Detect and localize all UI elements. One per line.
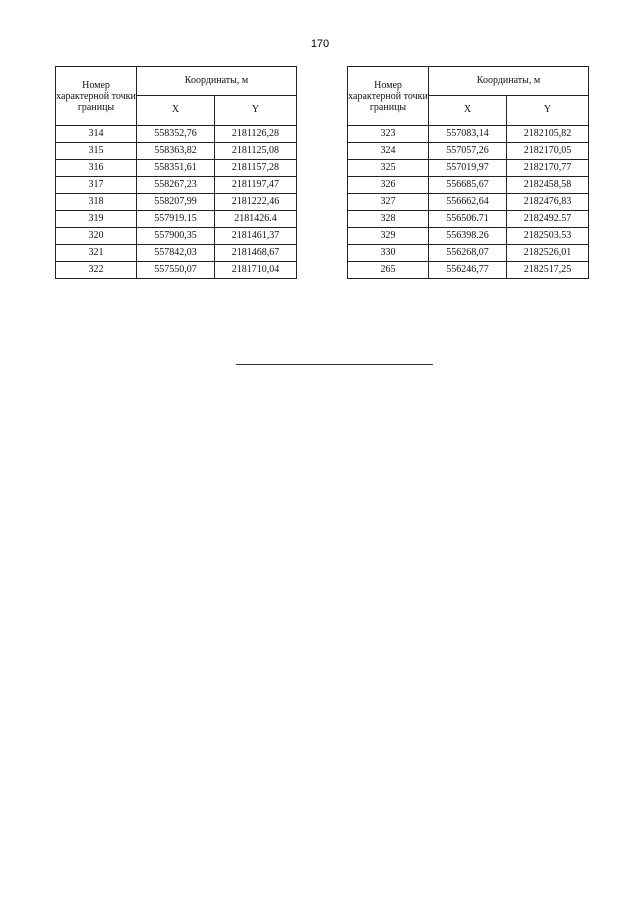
cell-point-number: 319 bbox=[56, 211, 137, 228]
cell-x: 557019,97 bbox=[429, 160, 507, 177]
cell-x: 557550,07 bbox=[137, 262, 215, 279]
cell-y: 2181126,28 bbox=[215, 126, 297, 143]
table-row bbox=[56, 160, 297, 177]
cell-y: 2182492.57 bbox=[507, 211, 589, 228]
cell-point-number: 318 bbox=[56, 194, 137, 211]
cell-x: 558351,61 bbox=[137, 160, 215, 177]
cell-x: 557057,26 bbox=[429, 143, 507, 160]
cell-y: 2182503.53 bbox=[507, 228, 589, 245]
cell-x: 558363,82 bbox=[137, 143, 215, 160]
header-coordinates: Координаты, м bbox=[137, 67, 297, 96]
cell-x: 556268,07 bbox=[429, 245, 507, 262]
table-row bbox=[56, 194, 297, 211]
header-point-number: Номер характерной точки границы bbox=[56, 67, 137, 126]
cell-y: 2181197,47 bbox=[215, 177, 297, 194]
page-number: 170 bbox=[310, 38, 330, 50]
table-row bbox=[348, 262, 589, 279]
cell-point-number: 314 bbox=[56, 126, 137, 143]
coordinates-table-left bbox=[55, 66, 297, 279]
cell-y: 2181157,28 bbox=[215, 160, 297, 177]
cell-point-number: 316 bbox=[56, 160, 137, 177]
cell-x: 556685,67 bbox=[429, 177, 507, 194]
table-row bbox=[56, 143, 297, 160]
table-row bbox=[56, 177, 297, 194]
table-row bbox=[348, 211, 589, 228]
table-row bbox=[56, 245, 297, 262]
header-x: X bbox=[429, 96, 507, 126]
cell-x: 556246,77 bbox=[429, 262, 507, 279]
cell-y: 2182476,83 bbox=[507, 194, 589, 211]
cell-y: 2181222,46 bbox=[215, 194, 297, 211]
coordinates-table-body bbox=[348, 126, 589, 279]
header-coordinates: Координаты, м bbox=[429, 67, 589, 96]
cell-x: 556662,64 bbox=[429, 194, 507, 211]
cell-point-number: 330 bbox=[348, 245, 429, 262]
cell-point-number: 325 bbox=[348, 160, 429, 177]
table-row bbox=[348, 160, 589, 177]
cell-point-number: 315 bbox=[56, 143, 137, 160]
table-row bbox=[56, 211, 297, 228]
table-row bbox=[56, 262, 297, 279]
cell-y: 2181710,04 bbox=[215, 262, 297, 279]
cell-x: 557900,35 bbox=[137, 228, 215, 245]
cell-y: 2181125,08 bbox=[215, 143, 297, 160]
cell-point-number: 326 bbox=[348, 177, 429, 194]
cell-point-number: 328 bbox=[348, 211, 429, 228]
cell-point-number: 322 bbox=[56, 262, 137, 279]
table-row bbox=[348, 194, 589, 211]
header-point-number: Номер характерной точки границы bbox=[348, 67, 429, 126]
header-y: Y bbox=[507, 96, 589, 126]
cell-point-number: 329 bbox=[348, 228, 429, 245]
table-row bbox=[348, 143, 589, 160]
cell-x: 557083,14 bbox=[429, 126, 507, 143]
cell-y: 2181461,37 bbox=[215, 228, 297, 245]
cell-x: 556506.71 bbox=[429, 211, 507, 228]
cell-y: 2182170,77 bbox=[507, 160, 589, 177]
cell-x: 557919.15 bbox=[137, 211, 215, 228]
coordinates-table-right bbox=[347, 66, 589, 279]
cell-y: 2181468,67 bbox=[215, 245, 297, 262]
coordinates-table-body bbox=[56, 126, 297, 279]
cell-x: 558207,99 bbox=[137, 194, 215, 211]
cell-y: 2182517,25 bbox=[507, 262, 589, 279]
header-y: Y bbox=[215, 96, 297, 126]
cell-x: 556398.26 bbox=[429, 228, 507, 245]
section-divider bbox=[236, 364, 433, 365]
cell-point-number: 324 bbox=[348, 143, 429, 160]
cell-y: 2182458,58 bbox=[507, 177, 589, 194]
cell-y: 2181426.4 bbox=[215, 211, 297, 228]
cell-point-number: 321 bbox=[56, 245, 137, 262]
cell-point-number: 327 bbox=[348, 194, 429, 211]
table-row bbox=[348, 245, 589, 262]
cell-y: 2182105,82 bbox=[507, 126, 589, 143]
cell-point-number: 317 bbox=[56, 177, 137, 194]
table-row bbox=[56, 228, 297, 245]
cell-point-number: 323 bbox=[348, 126, 429, 143]
table-row bbox=[56, 126, 297, 143]
header-x: X bbox=[137, 96, 215, 126]
cell-y: 2182170,05 bbox=[507, 143, 589, 160]
cell-y: 2182526,01 bbox=[507, 245, 589, 262]
cell-x: 558267,23 bbox=[137, 177, 215, 194]
table-row bbox=[348, 177, 589, 194]
cell-point-number: 320 bbox=[56, 228, 137, 245]
cell-point-number: 265 bbox=[348, 262, 429, 279]
cell-x: 558352,76 bbox=[137, 126, 215, 143]
table-row bbox=[348, 228, 589, 245]
cell-x: 557842,03 bbox=[137, 245, 215, 262]
table-row bbox=[348, 126, 589, 143]
